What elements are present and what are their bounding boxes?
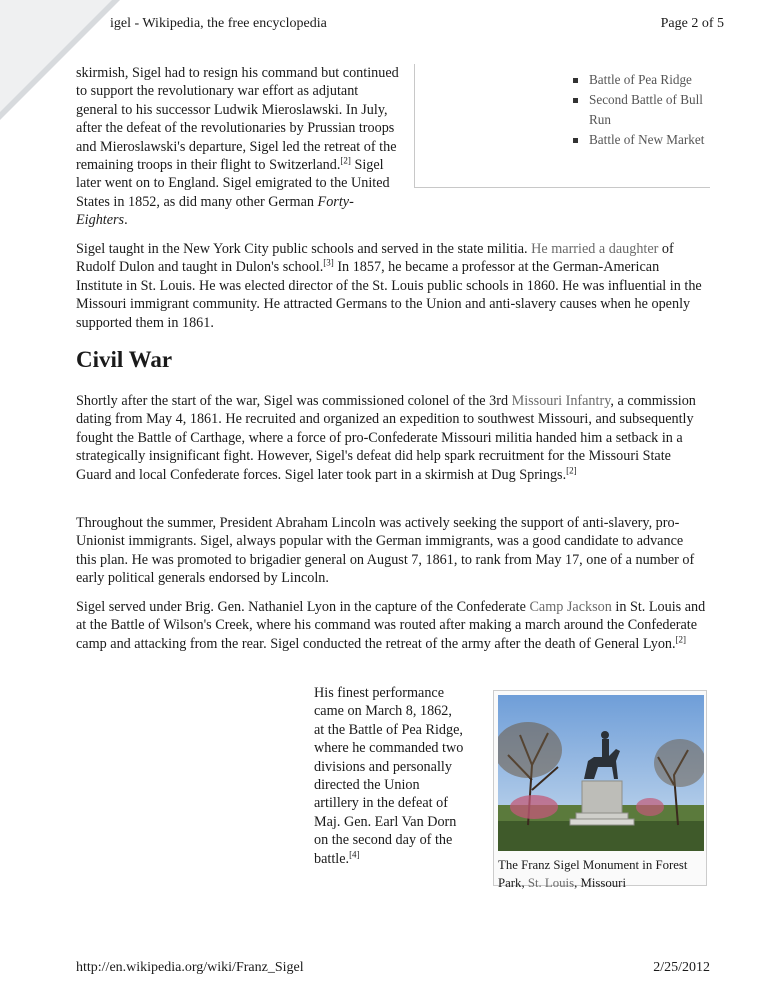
p2-text-2: , a commission dating from May 4, 1861. He recruited and organized an expedition to southwest Missouri, and subsequently fought the Battle of Carthage, where a force of pro-Confederate Missouri militia handed him a setback in a strategically insignificant fight. However, Sigel's defeat did help spark recruitment for the Missouri State Guard and local Confederate forces. Sigel later took part in a skirmish at Dug Springs. (76, 393, 696, 483)
related-battles-box (414, 64, 710, 188)
p2-text-1: Shortly after the start of the war, Sigel was commissioned colonel of the 3rd (76, 393, 509, 409)
paragraph-lincoln: Throughout the summer, President Abraham Lincoln was actively seeking the support of anti-slavery, pro-Unionist immigrants. Sigel, always popular with the German immigrants, was a good candidate to advance this plan. He was promoted to brigadier general on August 7, 1861, to rank from May 17, one of a number of early political generals endorsed by Lincoln. (76, 515, 695, 587)
p5-text: His finest performance came on March 8, 1862, at the Battle of Pea Ridge, where he commanded two divisions and personally directed the Union artillery in the defeat of Maj. Gen. Earl Van Dorn on the second day of the battle. (314, 685, 464, 867)
footer-date: 2/25/2012 (653, 960, 710, 975)
ref-2-link[interactable]: [2] (566, 464, 577, 475)
caption-text-b: , Missouri (574, 876, 626, 890)
header-page-number: Page 2 of 5 (660, 16, 724, 31)
p1-text-1: Sigel taught in the New York City public schools and served in the state militia. (76, 241, 528, 257)
st-louis-link[interactable]: St. Louis (527, 876, 575, 890)
p4-text-1: Sigel served under Brig. Gen. Nathaniel Lyon in the capture of the Confederate (76, 599, 526, 615)
footer-url: http://en.wikipedia.org/wiki/Franz_Sigel (76, 960, 304, 975)
header-title: igel - Wikipedia, the free encyclopedia (110, 16, 327, 31)
paragraph-teaching (76, 240, 706, 332)
battle-item-pea-ridge[interactable]: Battle of Pea Ridge (573, 70, 710, 90)
forty-eighters-link[interactable]: Forty-Eighters (76, 193, 354, 229)
p4-text-2: in St. Louis and at the Battle of Wilson's Creek, where his command was routed after making a march around the Confederate camp and attacking from the rear. Sigel conducted the retreat of the army after the death of General Lyon. (76, 599, 706, 652)
ref-4-link[interactable]: [4] (349, 848, 360, 859)
married-daughter-link[interactable]: He married a daughter (531, 241, 659, 257)
caption-text-a: The Franz Sigel Monument in Forest Park, (498, 858, 688, 890)
p0-text-2: Sigel later went on to England. Sigel emigrated to the United States in 1852, as did many other German (76, 157, 390, 210)
ref-2-link[interactable]: [2] (675, 634, 687, 645)
ref-2-link[interactable]: [2] (340, 155, 351, 166)
p1-text-2: of Rudolf Dulon and taught in Dulon's school. (76, 241, 674, 276)
p1-text-3: In 1857, he became a professor at the German-American Institute in St. Louis. He was elected director of the St. Louis public schools in 1860. He was influential in the Missouri immigrant community. He attracted Germans to the Union and anti-slavery causes when he openly supported them in 1861. (76, 259, 702, 331)
paragraph-pea-ridge (314, 684, 464, 868)
p0-text-1: skirmish, Sigel had to resign his command but continued to support the revolutionary war effort as adjutant general to his successor Ludwik Mieroslawski. In July, after the defeat of the revolutionaries by Prussian troops and Mieroslawski's departure, Sigel led the retreat of the remaining troops in their flight to Switzerland. (76, 65, 399, 174)
p0-text-3: . (124, 212, 128, 229)
paragraph-wilsons-creek (76, 598, 706, 653)
civil-war-heading: Civil War (76, 347, 173, 372)
monument-image[interactable] (498, 695, 704, 851)
thumbnail-caption (498, 856, 704, 892)
missouri-infantry-link[interactable]: Missouri Infantry (511, 393, 611, 409)
paragraph-emigration (76, 64, 402, 230)
paragraph-commission (76, 392, 706, 484)
battles-list (415, 64, 710, 150)
camp-jackson-link[interactable]: Camp Jackson (529, 599, 612, 615)
monument-thumbnail (493, 690, 707, 890)
ref-3-link[interactable]: [3] (323, 257, 334, 268)
battle-item-new-market[interactable]: Battle of New Market (573, 130, 710, 150)
battle-item-second-bull-run[interactable]: Second Battle of Bull Run (573, 90, 710, 130)
